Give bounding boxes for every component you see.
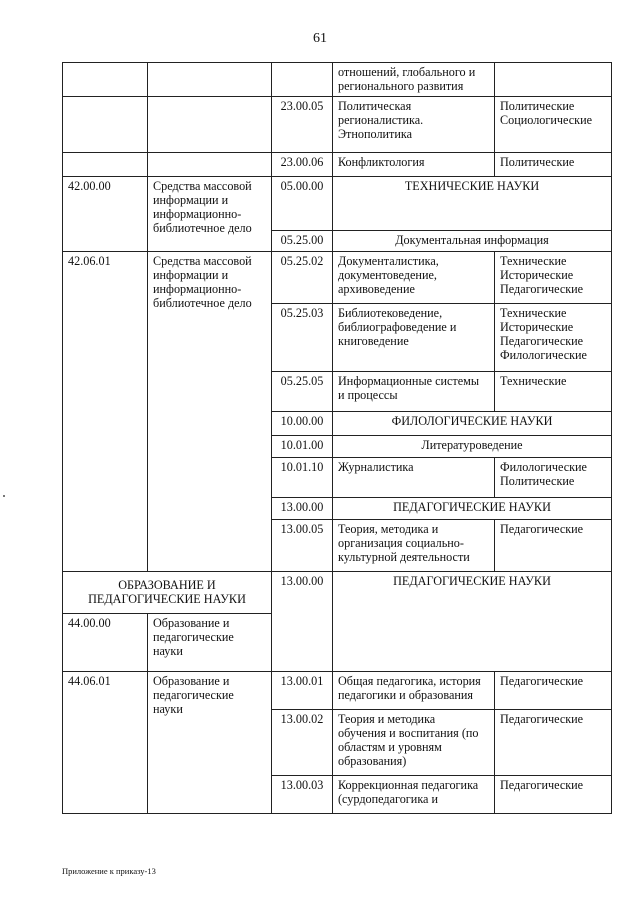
specialty-correspondence-table <box>62 62 612 814</box>
cell-code: 05.25.02 <box>272 252 333 304</box>
cell-code: 10.01.10 <box>272 458 333 498</box>
cell-spec-name: Образование и педагогические науки <box>148 672 272 814</box>
scan-mark <box>3 495 5 497</box>
cell-name: Конфликтология <box>333 153 495 177</box>
cell-name: Теория, методика и организация социально- культурной деятельности <box>333 520 495 572</box>
cell-spec-code <box>63 153 148 177</box>
cell-spec-code: 44.00.00 <box>63 614 148 672</box>
cell-code: 05.00.00 <box>272 177 333 231</box>
cell-name: Теория и методика обучения и воспитания (по областям и уровням образования) <box>333 710 495 776</box>
cell-spec-name <box>148 153 272 177</box>
table-row <box>63 153 612 177</box>
cell-name: Коррекционная педагогика (сурдопедагогика и <box>333 776 495 814</box>
cell-spec-code <box>63 97 148 153</box>
cell-code: 10.01.00 <box>272 436 333 458</box>
cell-fields: Педагогические <box>495 520 612 572</box>
cell-spec-name: Средства массовой информации и информационно- библиотечное дело <box>148 177 272 252</box>
cell-code: 23.00.05 <box>272 97 333 153</box>
cell-code: 13.00.00 <box>272 498 333 520</box>
table-row <box>63 177 612 231</box>
cell-fields: Технические Исторические Педагогические <box>495 252 612 304</box>
cell-fields: Педагогические <box>495 776 612 814</box>
cell-name: Библиотековедение, библиографоведение и книговедение <box>333 304 495 372</box>
cell-spec-code: 42.06.01 <box>63 252 148 572</box>
cell-spec-name: Средства массовой информации и информационно- библиотечное дело <box>148 252 272 572</box>
cell-name: Информационные системы и процессы <box>333 372 495 412</box>
section-heading: ТЕХНИЧЕСКИЕ НАУКИ <box>333 177 612 231</box>
subsection-heading: Документальная информация <box>333 231 612 252</box>
cell-code: 10.00.00 <box>272 412 333 436</box>
cell-spec-code: 42.00.00 <box>63 177 148 252</box>
cell-code: 13.00.00 <box>272 572 333 672</box>
table-row <box>63 63 612 97</box>
footer-note: Приложение к приказу-13 <box>62 866 156 876</box>
cell-spec-code: 44.06.01 <box>63 672 148 814</box>
cell-spec-name: Образование и педагогические науки <box>148 614 272 672</box>
cell-code: 05.25.00 <box>272 231 333 252</box>
page-number: 61 <box>313 31 327 46</box>
section-heading: ФИЛОЛОГИЧЕСКИЕ НАУКИ <box>333 412 612 436</box>
group-title: ОБРАЗОВАНИЕ И ПЕДАГОГИЧЕСКИЕ НАУКИ <box>63 572 272 614</box>
cell-spec-name <box>148 63 272 97</box>
cell-code: 13.00.05 <box>272 520 333 572</box>
cell-fields <box>495 63 612 97</box>
table-row <box>63 97 612 153</box>
cell-code: 05.25.05 <box>272 372 333 412</box>
cell-fields: Педагогические <box>495 672 612 710</box>
table-row <box>63 572 612 614</box>
cell-name: Общая педагогика, история педагогики и образования <box>333 672 495 710</box>
cell-code: 23.00.06 <box>272 153 333 177</box>
cell-name: отношений, глобального и регионального развития <box>333 63 495 97</box>
cell-fields: Технические <box>495 372 612 412</box>
cell-code: 13.00.01 <box>272 672 333 710</box>
cell-name: Журналистика <box>333 458 495 498</box>
cell-name: Политическая регионалистика. Этнополитика <box>333 97 495 153</box>
cell-code <box>272 63 333 97</box>
cell-code: 13.00.02 <box>272 710 333 776</box>
cell-name: Документалистика, документоведение, архивоведение <box>333 252 495 304</box>
cell-fields: Педагогические <box>495 710 612 776</box>
cell-code: 05.25.03 <box>272 304 333 372</box>
subsection-heading: Литературоведение <box>333 436 612 458</box>
cell-fields: Политические Социологические <box>495 97 612 153</box>
section-heading: ПЕДАГОГИЧЕСКИЕ НАУКИ <box>333 572 612 672</box>
cell-code: 13.00.03 <box>272 776 333 814</box>
cell-fields: Технические Исторические Педагогические Филологические <box>495 304 612 372</box>
table-row <box>63 252 612 304</box>
cell-fields: Филологические Политические <box>495 458 612 498</box>
cell-spec-code <box>63 63 148 97</box>
table-row <box>63 672 612 710</box>
cell-fields: Политические <box>495 153 612 177</box>
cell-spec-name <box>148 97 272 153</box>
section-heading: ПЕДАГОГИЧЕСКИЕ НАУКИ <box>333 498 612 520</box>
